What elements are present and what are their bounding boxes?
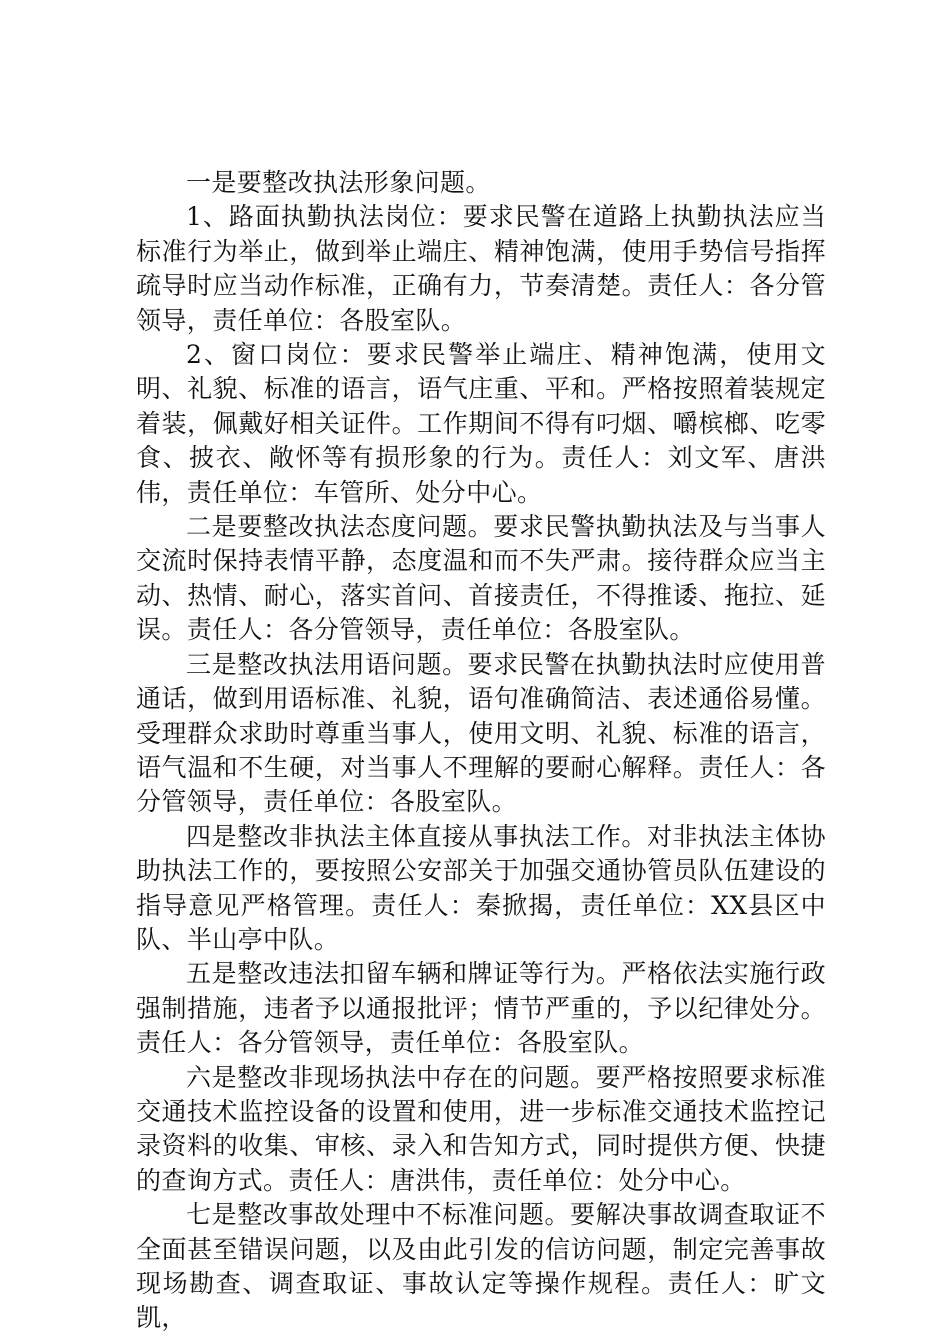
paragraph-3: 2、窗口岗位：要求民警举止端庄、精神饱满，使用文明、礼貌、标准的语言，语气庄重、平和。严格按照着装规定着装，佩戴好相关证件。工作期间不得有叼烟、嚼槟榔、吃零食、披衣、敞怀等有损形象的行为。责任人：刘文军、唐洪伟，责任单位：车管所、处分中心。 [136, 340, 826, 507]
paragraph-1: 一是要整改执法形象问题。 [186, 168, 491, 197]
paragraph-7: 五是整改违法扣留车辆和牌证等行为。严格依法实施行政强制措施，违者予以通报批评；情节严重的，予以纪律处分。责任人：各分管领导，责任单位：各股室队。 [136, 959, 826, 1058]
document-body [136, 166, 826, 1336]
paragraph-5: 三是整改执法用语问题。要求民警在执勤执法时应使用普通话，做到用语标准、礼貌，语句准确简洁、表述通俗易懂。受理群众求助时尊重当事人，使用文明、礼貌、标准的语言，语气温和不生硬，对当事人不理解的要耐心解释。责任人：各分管领导，责任单位：各股室队。 [136, 649, 826, 817]
paragraph-9: 七是整改事故处理中不标准问题。要解决事故调查取证不全面甚至错误问题，以及由此引发的信访问题，制定完善事故现场勘查、调查取证、事故认定等操作规程。责任人：旷文凯， [136, 1200, 826, 1333]
paragraph-2: 1、路面执勤执法岗位：要求民警在道路上执勤执法应当标准行为举止，做到举止端庄、精神饱满，使用手势信号指挥疏导时应当动作标准，正确有力，节奏清楚。责任人：各分管领导，责任单位：各股室队。 [136, 202, 826, 335]
paragraph-4: 二是要整改执法态度问题。要求民警执勤执法及与当事人交流时保持表情平静，态度温和而不失严肃。接待群众应当主动、热情、耐心，落实首问、首接责任，不得推诿、拖拉、延误。责任人：各分管领导，责任单位：各股室队。 [136, 512, 826, 645]
paragraph-6: 四是整改非执法主体直接从事执法工作。对非执法主体协助执法工作的，要按照公安部关于加强交通协管员队伍建设的指导意见严格管理。责任人：秦掀揭，责任单位：XX县区中队、半山亭中队。 [136, 821, 826, 954]
paragraph-8: 六是整改非现场执法中存在的问题。要严格按照要求标准交通技术监控设备的设置和使用，进一步标准交通技术监控记录资料的收集、审核、录入和告知方式，同时提供方便、快捷的查询方式。责任人：唐洪伟，责任单位：处分中心。 [136, 1062, 826, 1195]
